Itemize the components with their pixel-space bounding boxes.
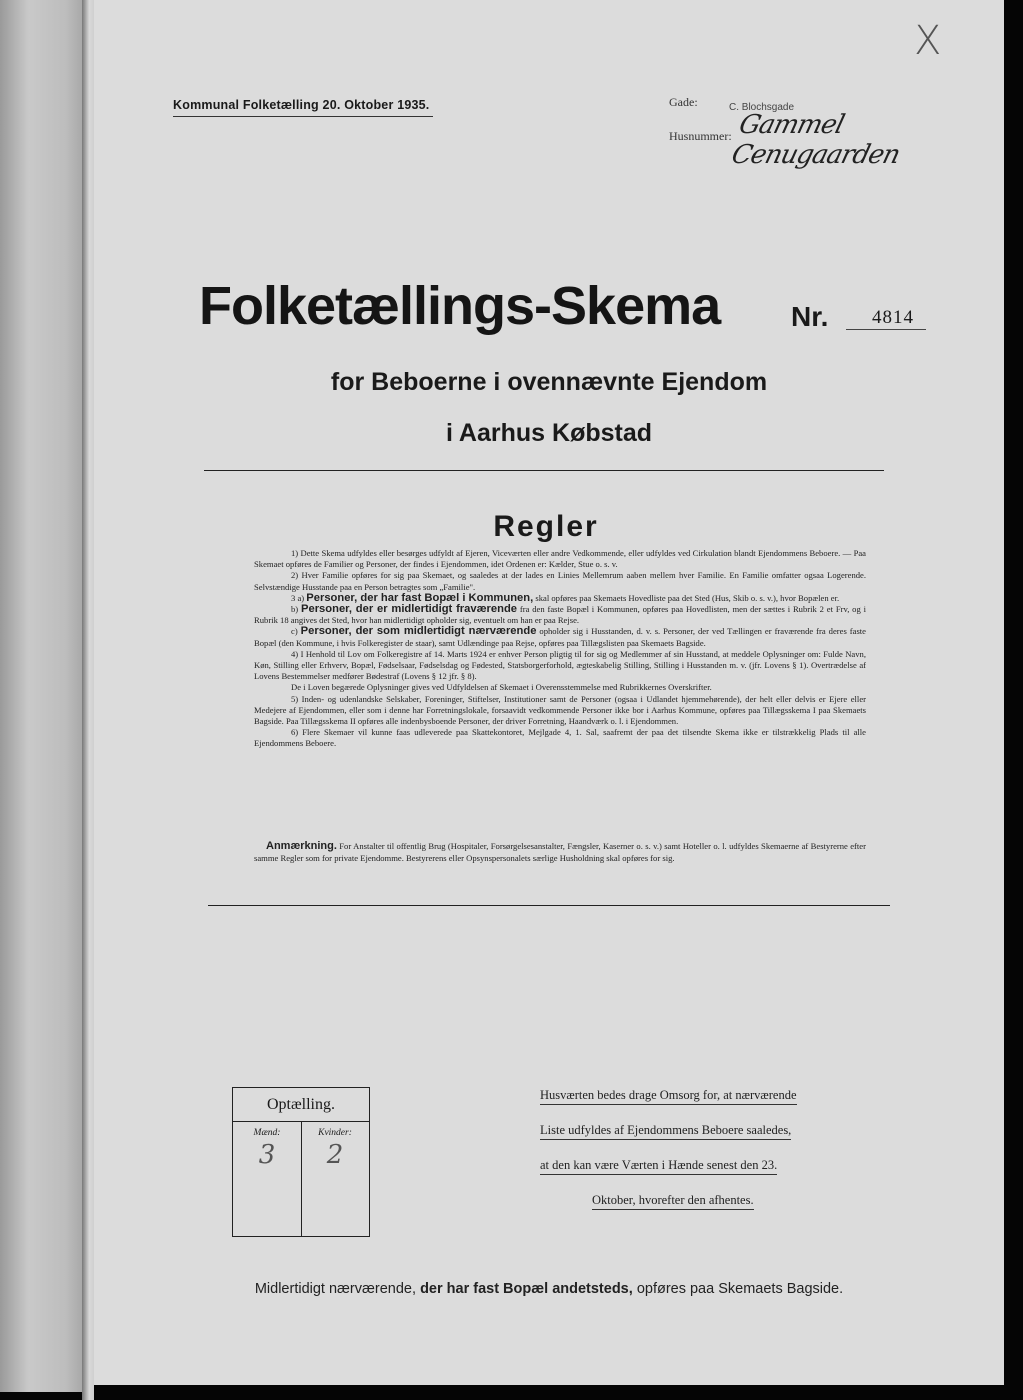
host-notice-line-1: Husværten bedes drage Omsorg for, at nærværende [540, 1088, 797, 1105]
host-notice-line-3: at den kan være Værten i Hænde senest den 23. [540, 1158, 777, 1175]
census-line: Kommunal Folketælling 20. Oktober 1935. [173, 98, 430, 112]
form-number-label: Nr. [791, 301, 829, 332]
census-form-page [94, 0, 1004, 1385]
count-box [232, 1087, 370, 1237]
men-label: Mænd: [253, 1128, 281, 1138]
rule-1: 1) Dette Skema udfyldes eller besørges udfyldt af Ejeren, Viceværten eller andre Vedkommende, eller udfyldes ved Cirkulation blandt Ejendommens Beboere. — Paa Skemaet opføres de Familier og Personer, der findes i Ejendommen, idet Ordenen er: Kælder, Stue o. s. v. [254, 548, 866, 570]
gade-label: Gade: [669, 95, 698, 109]
host-notice-line-2: Liste udfyldes af Ejendommens Beboere saaledes, [540, 1123, 791, 1140]
women-label: Kvinder: [318, 1128, 352, 1138]
form-number-value: 4814 [872, 307, 914, 328]
rule-4: 4) I Henhold til Lov om Folkeregistre af 14. Marts 1924 er enhver Person pligtig til for sig og Medlemmer af sin Husstand, at meddele Oplysninger om: Fulde Navn, Køn, Stilling eller Erhverv, Bopæl, Fødselsaar, Fødselsdag og Fødested, Statsborgerforhold, ægteskabelig Stilling, Stilling i Husstanden m. v. (jfr. Lovens § 1). Overtrædelse af Lovens Bestemmelser medfører Bødestraf (Lovens § 12 jfr. § 8). [254, 648, 866, 682]
census-underline [173, 116, 433, 117]
rule-4b: De i Loven begærede Oplysninger gives ved Udfyldelsen af Skemaet i Overensstemmelse med Rubrikkernes Overskrifter. [291, 682, 712, 693]
remark-label: Anmærkning. [266, 840, 337, 852]
subtitle-town: i Aarhus Købstad [445, 419, 653, 447]
host-notice-line-4: Oktober, hvorefter den afhentes. [592, 1193, 754, 1210]
footer-note: Midlertidigt nærværende, der har fast Bopæl andetsteds, opføres paa Skemaets Bagside. [254, 1281, 844, 1297]
rules-text [254, 548, 866, 750]
form-title: Folketællings-Skema [199, 276, 721, 336]
rules-heading: Regler [493, 510, 599, 543]
subtitle-residents: for Beboerne i ovennævnte Ejendom [330, 368, 768, 396]
count-box-title: Optælling. [233, 1088, 369, 1122]
women-count: 2 [326, 1140, 344, 1170]
gade-value: C. Blochsgade [729, 102, 795, 113]
divider-bottom [208, 905, 890, 906]
husnummer-label: Husnummer: [669, 129, 732, 143]
rule-5: 5) Inden- og udenlandske Selskaber, Foreninger, Stiftelser, Institutioner samt de Personer (ogsaa i Udlandet hjemmehørende), der helt eller delvis er Ejere eller Medejere af Ejendommen, eller som i denne har Forretningslokale, forsaavidt vedkommende Personer ikke bor i Aarhus Kommune, opføres paa Tillægsskema I paa Skemaets Bagside. Paa Tillægsskema II opføres alle indenbysboende Personer, der driver Forretning, Haandværk o. l. i Ejendommen. [254, 693, 866, 727]
men-count: 3 [258, 1140, 276, 1170]
remark-paragraph [254, 840, 866, 865]
rule-3b: b) Personer, der er midlertidigt fraværende fra den faste Bopæl i Kommunen, opføres paa Hovedlisten, men der sættes i Rubrik 2 et Frv, og i Rubrik 18 angives det Sted, hvor han midlertidigt opholder sig, eventuelt om han er paa Rejse. [254, 603, 866, 626]
remark-text: For Anstalter til offentlig Brug (Hospitaler, Forsørgelsesanstalter, Fængsler, Kaserner o. s. v.) samt Hoteller o. l. udfyldes Skemaerne af Bestyrerne efter samme Regler som for private Ejendomme. Bestyrerens eller Opsynspersonalets særlige Husholdning skal opføres for sig. [254, 841, 866, 864]
form-number-underline [846, 329, 926, 330]
rule-2: 2) Hver Familie opføres for sig paa Skemaet, og saaledes at der lades en Linies Mellemrum aaben mellem hver Familie. En Familie omfatter ogsaa Logerende. Selvstændige Husstande paa en Person betragtes som „Familie". [254, 570, 866, 592]
binding-spine [0, 0, 82, 1392]
rule-3c: c) Personer, der som midlertidigt nærværende opholder sig i Husstanden, d. v. s. Personer, der ved Tællingen er fraværende fra deres faste Bopæl (den Kommune, i hvis Folkeregister de staar), samt Udlændinge paa Rejse, opføres paa Tillægslisten paa Skemaets Bagside. [254, 625, 866, 648]
rule-6: 6) Flere Skemaer vil kunne faas udleverede paa Skattekontoret, Mejlgade 4, 1. Sal, saafremt der paa det tilsendte Skema ikke er tilstrækkelig Plads til alle Ejendommens Beboere. [254, 727, 866, 749]
rule-3a: 3 a) Personer, der har fast Bopæl i Kommunen, skal opføres paa Skemaets Hovedliste paa det Sted (Hus, Skib o. s. v.), hvor Bopælen er. [291, 591, 840, 604]
husnummer-handwritten-value: Gammel Cenugaarden [728, 110, 903, 170]
divider-top [204, 470, 884, 471]
page-edge [82, 0, 94, 1400]
count-box-divider [301, 1121, 302, 1236]
corner-mark: X [914, 18, 942, 64]
